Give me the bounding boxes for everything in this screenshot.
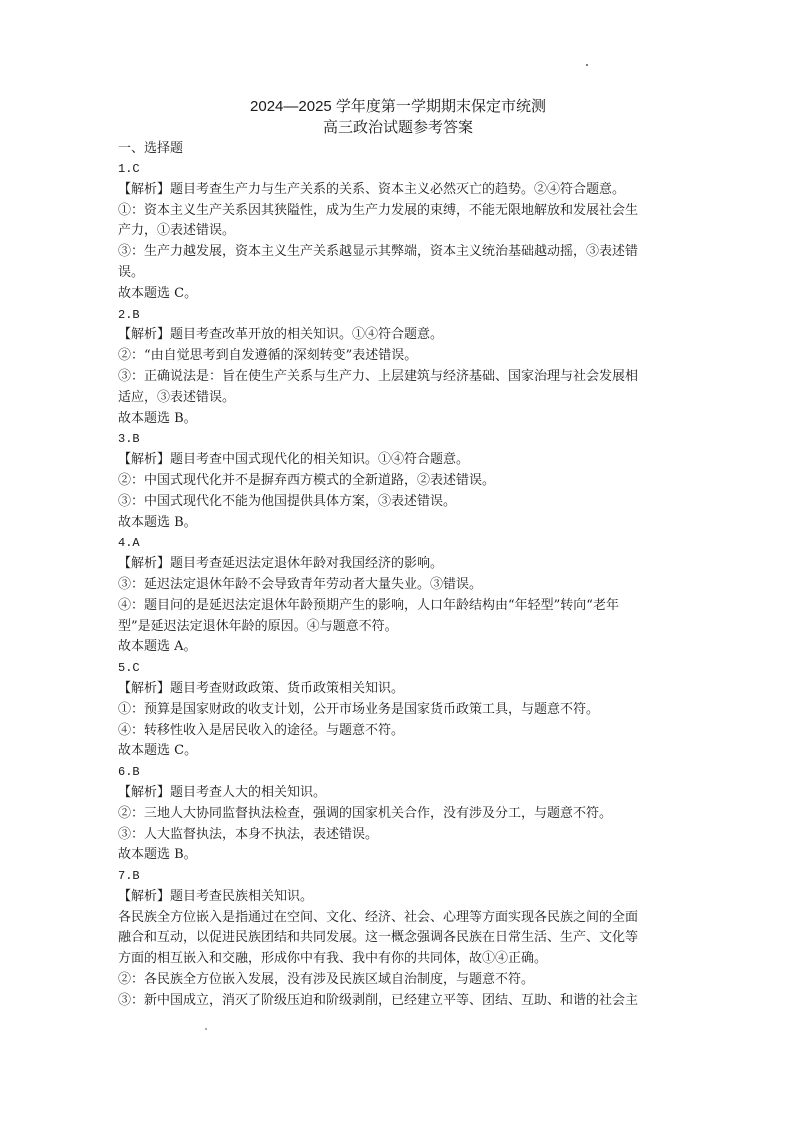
analysis-line: ②：“由自觉思考到自发遵循的深刻转变”表述错误。 xyxy=(118,348,418,364)
analysis-heading-line: 【解析】题目考查民族相关知识。 xyxy=(118,888,314,904)
question-block xyxy=(118,658,678,762)
analysis-line: 方面的相互嵌入和交融，形成你中有我、我中有你的共同体，故①④正确。 xyxy=(118,951,548,967)
question-block xyxy=(118,533,678,658)
answer-sheet xyxy=(118,96,678,1012)
analysis-line: ③：延迟法定退休年龄不会导致青年劳动者大量失业。③错误。 xyxy=(118,576,483,592)
analysis-heading-line: 【解析】题目考查改革开放的相关知识。①④符合题意。 xyxy=(118,327,444,343)
question-block xyxy=(118,866,678,1012)
section-heading: 一、选择题 xyxy=(118,141,184,156)
analysis-line: 故本题选 A。 xyxy=(118,639,197,655)
answer-key: 4.A xyxy=(118,536,140,551)
analysis-line: ④：题目问的是延迟法定退休年龄预期产生的影响，人口年龄结构由“年轻型”转向“老年 xyxy=(118,597,619,613)
analysis-heading-line: 【解析】题目考查人大的相关知识。 xyxy=(118,784,327,800)
analysis-line: 融合和互动，以促进民族团结和共同发展。这一概念强调各民族在日常生活、生产、文化等 xyxy=(118,930,639,946)
analysis-heading-line: 【解析】题目考查延迟法定退休年龄对我国经济的影响。 xyxy=(118,556,444,572)
analysis-line: 故本题选 B。 xyxy=(118,410,197,426)
analysis-line: 故本题选 C。 xyxy=(118,743,198,759)
analysis-line: 各民族全方位嵌入是指通过在空间、文化、经济、社会、心理等方面实现各民族之间的全面 xyxy=(118,909,639,925)
question-list xyxy=(118,159,678,1012)
analysis-heading-line: 【解析】题目考查中国式现代化的相关知识。①④符合题意。 xyxy=(118,452,470,468)
analysis-line: 故本题选 B。 xyxy=(118,847,197,863)
question-block xyxy=(118,305,678,430)
analysis-heading-line: 【解析】题目考查生产力与生产关系的关系、资本主义必然灭亡的趋势。②④符合题意。 xyxy=(118,181,626,197)
analysis-line: 故本题选 B。 xyxy=(118,514,197,530)
answer-key: 6.B xyxy=(118,765,140,780)
answer-key: 7.B xyxy=(118,869,140,884)
document-title: 2024—2025 学年度第一学期期末保定市统测 xyxy=(250,98,546,115)
analysis-line: 误。 xyxy=(118,264,145,280)
analysis-line: ②：三地人大协同监督执法检查，强调的国家机关合作，没有涉及分工，与题意不符。 xyxy=(118,805,613,821)
document-subtitle: 高三政治试题参考答案 xyxy=(322,118,473,136)
analysis-line: ③：生产力越发展，资本主义生产关系越显示其弊端，资本主义统治基础越动摇，③表述错 xyxy=(118,244,639,260)
answer-key: 2.B xyxy=(118,307,140,322)
scan-speck xyxy=(586,64,588,66)
analysis-line: 适应，③表述错误。 xyxy=(118,389,236,405)
analysis-line: 型”是延迟法定退休年龄的原因。④与题意不符。 xyxy=(118,618,398,634)
analysis-line: 故本题选 C。 xyxy=(118,285,198,301)
analysis-line: ④：转移性收入是居民收入的途径。与题意不符。 xyxy=(118,722,405,738)
answer-key: 1.C xyxy=(118,162,140,176)
answer-key: 5.C xyxy=(118,661,140,676)
analysis-line: ③：人大监督执法，本身不执法，表述错误。 xyxy=(118,826,379,842)
analysis-line: ①：资本主义生产关系因其狭隘性，成为生产力发展的束缚，不能无限地解放和发展社会生 xyxy=(118,202,639,218)
question-block xyxy=(118,429,678,533)
analysis-line: 产力，①表述错误。 xyxy=(118,223,236,239)
analysis-line: ③：新中国成立，消灭了阶级压迫和阶级剥削，已经建立平等、团结、互助、和谐的社会主 xyxy=(118,992,639,1008)
analysis-line: ②：各民族全方位嵌入发展，没有涉及民族区域自治制度，与题意不符。 xyxy=(118,972,535,988)
analysis-line: ③：中国式现代化不能为他国提供具体方案，③表述错误。 xyxy=(118,493,457,509)
question-block xyxy=(118,159,678,305)
scan-speck xyxy=(205,1028,207,1030)
question-block xyxy=(118,762,678,866)
analysis-line: ②：中国式现代化并不是摒弃西方模式的全新道路，②表述错误。 xyxy=(118,472,496,488)
answer-key: 3.B xyxy=(118,432,140,447)
analysis-heading-line: 【解析】题目考查财政政策、货币政策相关知识。 xyxy=(118,680,405,696)
analysis-line: ③：正确说法是：旨在使生产关系与生产力、上层建筑与经济基础、国家治理与社会发展相 xyxy=(118,368,639,384)
analysis-line: ①：预算是国家财政的收支计划，公开市场业务是国家货币政策工具，与题意不符。 xyxy=(118,701,600,717)
